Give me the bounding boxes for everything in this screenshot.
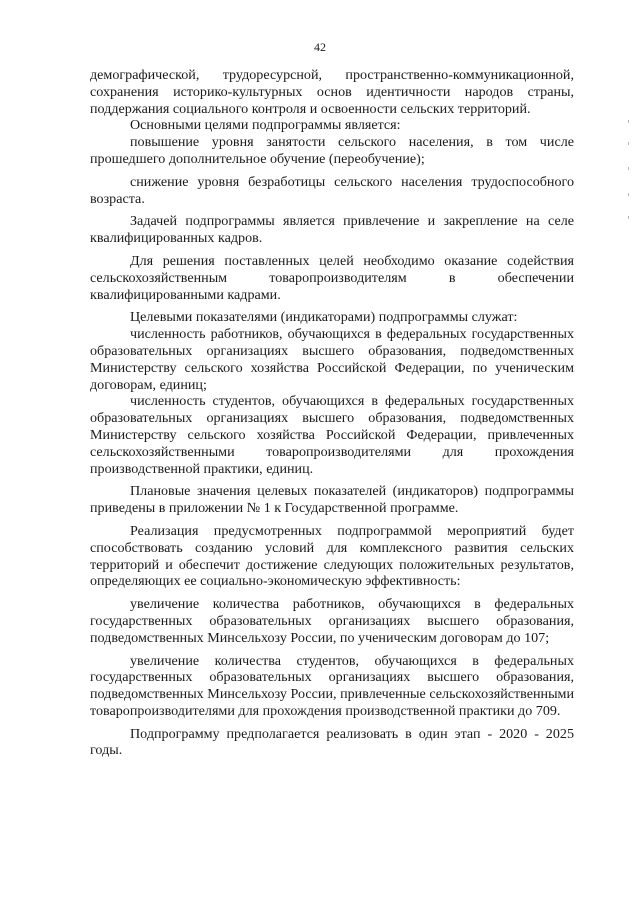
paragraph-assistance: Для решения поставленных целей необходимо оказание содействия сельскохозяйственным товаропроизводителям в обеспечении квалифицированными кадрами. (90, 252, 574, 303)
paragraph-task: Задачей подпрограммы является привлечение и закрепление на селе квалифицированных кадров. (90, 213, 574, 247)
paragraph-indicator-workers: численность работников, обучающихся в федеральных государственных образовательных организациях высшего образования, подведомственных Министерству сельского хозяйства Российской Федерации, по ученическим договорам, единиц; (90, 326, 574, 393)
paragraph-planned-values: Плановые значения целевых показателей (индикаторов) подпрограммы приведены в приложении № 1 к Государственной программе. (90, 483, 574, 517)
paragraph-result-students: увеличение количества студентов, обучающихся в федеральных государственных образовательных организациях высшего образования, подведомственных Минсельхозу России, привлеченные сельскохозяйственными товаропроизводителями для прохождения производственной практики до 709. (90, 652, 574, 719)
body-text (90, 67, 574, 759)
scan-edge-marks (628, 120, 630, 220)
paragraph-goal-employment: повышение уровня занятости сельского населения, в том числе прошедшего дополнительное обучение (переобучение); (90, 134, 574, 167)
paragraph-implementation: Реализация предусмотренных подпрограммой мероприятий будет способствовать созданию условий для комплексного развития сельских территорий и обеспечит достижение следующих положительных результатов, определяющих ее социально-экономическую эффективность: (90, 522, 574, 590)
page-number: 42 (314, 40, 326, 54)
paragraph-continuation: демографической, трудоресурсной, пространственно-коммуникационной, сохранения историко-культурных основ идентичности народов страны, поддержания социального контроля и освоенности сельских территорий. (90, 67, 574, 117)
paragraph-stages: Подпрограмму предполагается реализовать в один этап - 2020 - 2025 годы. (90, 725, 574, 759)
paragraph-goal-unemployment: снижение уровня безработицы сельского населения трудоспособного возраста. (90, 173, 574, 207)
paragraph-result-workers: увеличение количества работников, обучающихся в федеральных государственных образовательных организациях высшего образования, подведомственных Минсельхозу России, по ученическим договорам до 107; (90, 596, 574, 646)
paragraph-indicator-students: численность студентов, обучающихся в федеральных государственных образовательных организациях высшего образования, подведомственных Министерству сельского хозяйства Российской Федерации, привлеченных сельскохозяйственными товаропроизводителями для прохождения производственной практики, единиц. (90, 393, 574, 477)
paragraph-indicators-heading: Целевыми показателями (индикаторами) подпрограммы служат: (130, 309, 518, 326)
paragraph-goals-heading: Основными целями подпрограммы является: (130, 117, 401, 134)
